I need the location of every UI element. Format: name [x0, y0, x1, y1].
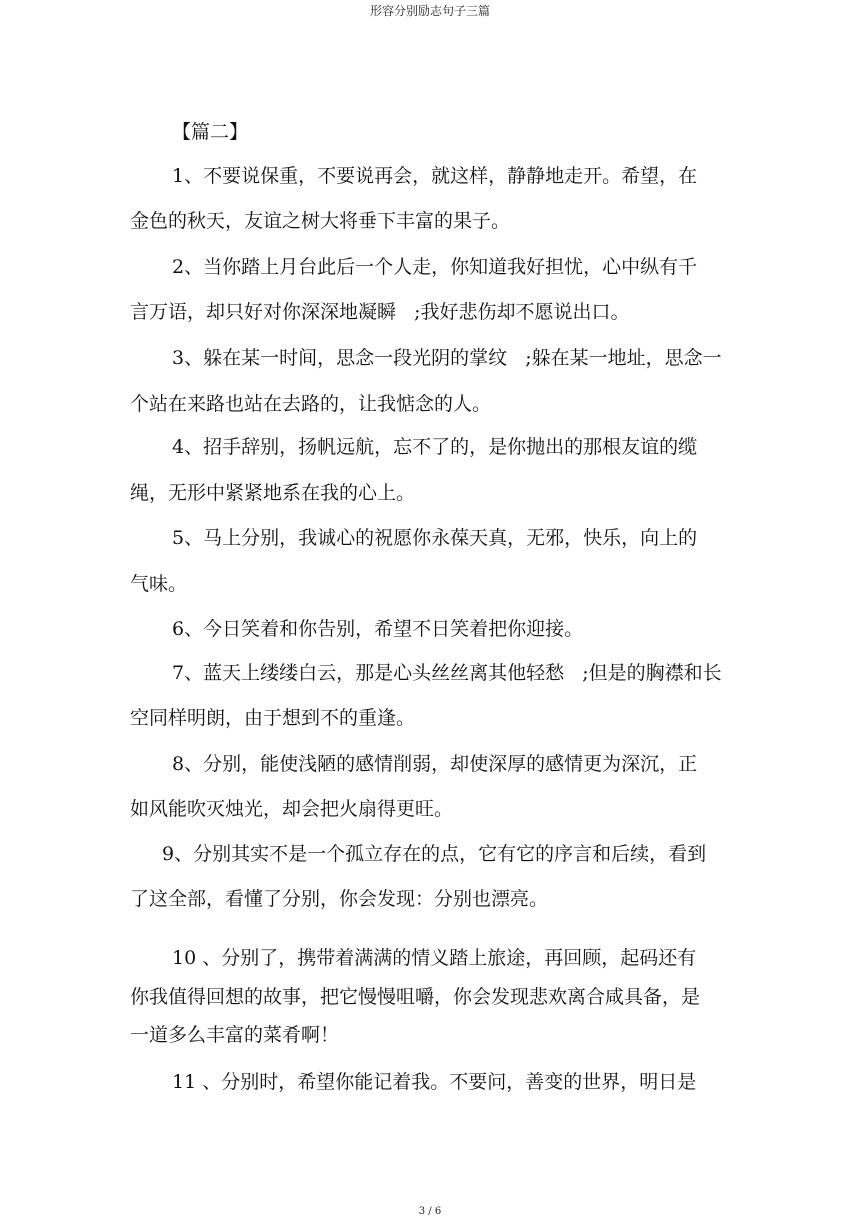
paragraph-line: 9、分别其实不是一个孤立存在的点，它有它的序言和后续，看到	[162, 843, 707, 865]
paragraph-line: 11 、分别时，希望你能记着我。不要问，善变的世界，明日是	[172, 1071, 697, 1093]
section-title: 【篇二】	[172, 121, 249, 143]
paragraph-line: 10 、分别了，携带着满满的情义踏上旅途，再回顾，起码还有	[172, 947, 697, 969]
paragraph-line: 8、分别，能使浅陋的感情削弱，却使深厚的感情更为深沉，正	[172, 753, 698, 775]
paragraph-line: 如风能吹灭烛光，却会把火扇得更旺。	[130, 798, 454, 820]
paragraph-line: 5、马上分别，我诚心的祝愿你永葆天真，无邪，快乐，向上的	[172, 527, 698, 549]
paragraph-line: 6、今日笑着和你告别，希望不日笑着把你迎接。	[172, 618, 584, 640]
paragraph-line: 1、不要说保重，不要说再会，就这样，静静地走开。希望，在	[172, 165, 698, 187]
paragraph-line: 绳，无形中紧紧地系在我的心上。	[130, 482, 416, 504]
paragraph-line: 个站在来路也站在去路的，让我惦念的人。	[130, 393, 492, 415]
paragraph-line: 了这全部，看懂了分别，你会发现：分别也漂亮。	[130, 888, 549, 910]
paragraph-line: 7、蓝天上缕缕白云，那是心头丝丝离其他轻愁 ;但是的胸襟和长	[172, 662, 722, 684]
paragraph-line: 4、招手辞别，扬帆远航，忘不了的，是你抛出的那根友谊的缆	[172, 436, 698, 458]
paragraph-line: 你我值得回想的故事，把它慢慢咀嚼，你会发现悲欢离合咸具备，是	[130, 986, 701, 1008]
paragraph-line: 空同样明朗，由于想到不的重逢。	[130, 707, 416, 729]
paragraph-line: 金色的秋天，友谊之树大将垂下丰富的果子。	[130, 210, 511, 232]
page-header: 形容分别励志句子三篇	[369, 4, 490, 18]
paragraph-line: 2、当你踏上月台此后一个人走，你知道我好担忧，心中纵有千	[172, 256, 698, 278]
paragraph-line: 3、躲在某一时间，思念一段光阴的掌纹 ;躲在某一地址，思念一	[172, 347, 722, 369]
paragraph-line: 一道多么丰富的菜肴啊！	[130, 1024, 340, 1046]
paragraph-line: 气味。	[130, 573, 188, 595]
paragraph-line: 言万语，却只好对你深深地凝瞬 ;我好悲伤却不愿说出口。	[130, 301, 630, 323]
page-number: 3 / 6	[418, 1206, 442, 1217]
